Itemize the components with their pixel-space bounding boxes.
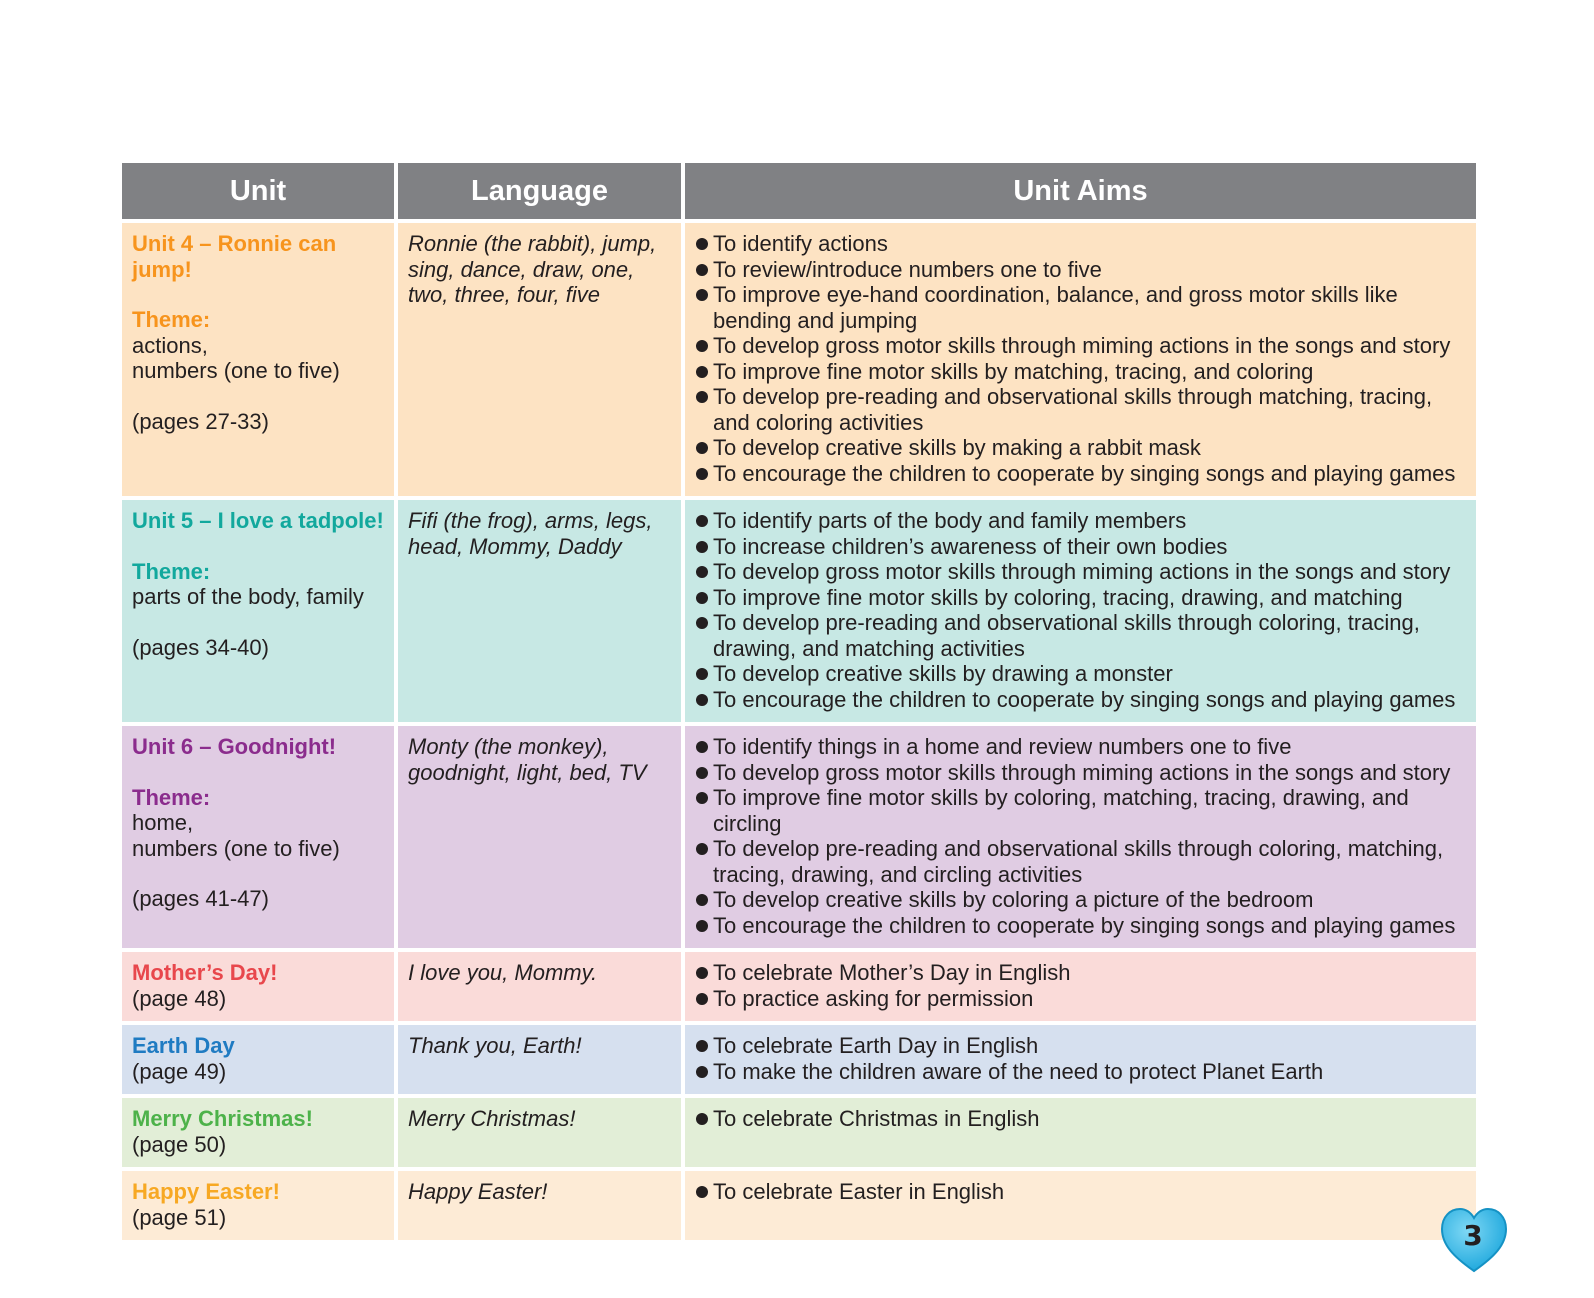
aim-text: To identify actions (713, 231, 888, 256)
aims-cell (685, 1025, 1476, 1094)
aim-text: To develop gross motor skills through miming actions in the songs and story (713, 759, 1451, 785)
aim-item (695, 1059, 1466, 1085)
aim-text: To develop creative skills by coloring a picture of the bedroom (713, 887, 1314, 912)
table-header-row (122, 163, 1476, 219)
bullet-icon (696, 792, 708, 804)
bullet-icon (696, 668, 708, 680)
aim-item (695, 760, 1466, 786)
unit-title: Unit 6 – Goodnight! (132, 734, 337, 759)
aim-item (695, 384, 1466, 435)
bullet-icon (696, 1186, 708, 1198)
aims-list (695, 734, 1466, 938)
bullet-icon (696, 843, 708, 855)
aims-cell (685, 952, 1476, 1021)
unit-cell (122, 223, 394, 496)
aim-text: To encourage the children to cooperate by singing songs and playing games (713, 912, 1456, 938)
aim-item (695, 960, 1466, 986)
aim-text: To develop pre-reading and observational skills through matching, tracing, and coloring activities (713, 384, 1433, 435)
unit-title: Earth Day (132, 1033, 235, 1058)
aim-text: To encourage the children to cooperate by singing songs and playing games (713, 686, 1456, 712)
aim-item (695, 435, 1466, 461)
bullet-icon (696, 238, 708, 250)
aim-text: To develop pre-reading and observational skills through coloring, tracing, drawing, and matching activities (713, 610, 1420, 661)
page-range: (pages 27-33) (132, 408, 269, 434)
aim-item (695, 585, 1466, 611)
unit-cell (122, 500, 394, 722)
aim-text: To increase children’s awareness of their own bodies (713, 533, 1228, 559)
aims-cell (685, 500, 1476, 722)
aim-item (695, 734, 1466, 760)
aims-list (695, 508, 1466, 712)
language-cell: Ronnie (the rabbit), jump, sing, dance, draw, one, two, three, four, five (398, 223, 681, 496)
aims-cell (685, 223, 1476, 496)
aims-list (695, 1106, 1466, 1132)
bullet-icon (696, 741, 708, 753)
aim-item (695, 1179, 1466, 1205)
bullet-icon (696, 1066, 708, 1078)
theme-text: parts of the body, family (132, 584, 364, 609)
unit-title: Unit 5 – I love a tadpole! (132, 508, 384, 533)
page-range: (pages 41-47) (132, 886, 269, 911)
language-cell: Merry Christmas! (398, 1098, 681, 1167)
page-range: (page 50) (132, 1131, 227, 1157)
bullet-icon (696, 1040, 708, 1052)
aim-item (695, 661, 1466, 687)
unit-cell (122, 1171, 394, 1240)
aim-item (695, 359, 1466, 385)
table-row (122, 1171, 1476, 1240)
page-range: (page 49) (132, 1058, 227, 1084)
bullet-icon (696, 442, 708, 454)
language-cell: Monty (the monkey), goodnight, light, bed, TV (398, 726, 681, 948)
table-row (122, 500, 1476, 722)
aim-item (695, 559, 1466, 585)
aim-text: To develop creative skills by drawing a monster (713, 661, 1173, 686)
aims-cell (685, 1171, 1476, 1240)
header-unit-aims: Unit Aims (685, 163, 1476, 219)
bullet-icon (696, 541, 708, 553)
language-cell: I love you, Mommy. (398, 952, 681, 1021)
bullet-icon (696, 592, 708, 604)
aim-text: To improve eye-hand coordination, balance, and gross motor skills like bending and jumping (713, 282, 1398, 333)
language-cell: Happy Easter! (398, 1171, 681, 1240)
aim-item (695, 1033, 1466, 1059)
aim-text: To celebrate Easter in English (713, 1179, 1005, 1204)
aim-item (695, 508, 1466, 534)
header-language: Language (398, 163, 681, 219)
aims-list (695, 1179, 1466, 1205)
unit-title: Happy Easter! (132, 1179, 280, 1204)
bullet-icon (696, 894, 708, 906)
theme-label: Theme: (132, 307, 211, 332)
theme-label: Theme: (132, 558, 211, 584)
aim-text: To celebrate Christmas in English (713, 1106, 1040, 1131)
bullet-icon (696, 340, 708, 352)
bullet-icon (696, 694, 708, 706)
aim-item (695, 687, 1466, 713)
theme-label: Theme: (132, 784, 211, 810)
bullet-icon (696, 468, 708, 480)
aim-text: To practice asking for permission (713, 985, 1034, 1011)
bullet-icon (696, 264, 708, 276)
aim-text: To improve fine motor skills by coloring, tracing, drawing, and matching (713, 584, 1403, 610)
bullet-icon (696, 391, 708, 403)
unit-title: Merry Christmas! (132, 1106, 313, 1131)
bullet-icon (696, 566, 708, 578)
syllabus-table (118, 159, 1480, 1244)
aims-list (695, 960, 1466, 1011)
page-range: (page 48) (132, 985, 227, 1011)
aim-text: To review/introduce numbers one to five (713, 256, 1102, 282)
aim-item (695, 913, 1466, 939)
aim-item (695, 257, 1466, 283)
bullet-icon (696, 767, 708, 779)
header-unit: Unit (122, 163, 394, 219)
aim-text: To develop gross motor skills through miming actions in the songs and story (713, 559, 1451, 584)
bullet-icon (696, 920, 708, 932)
aim-item (695, 534, 1466, 560)
table-row (122, 223, 1476, 496)
bullet-icon (696, 993, 708, 1005)
aim-item (695, 461, 1466, 487)
aim-text: To make the children aware of the need to protect Planet Earth (713, 1058, 1324, 1084)
aim-text: To encourage the children to cooperate by singing songs and playing games (713, 460, 1456, 486)
page-number: 3 (1463, 1219, 1483, 1252)
aim-text: To improve fine motor skills by coloring, matching, tracing, drawing, and circling (713, 785, 1409, 836)
aims-list (695, 1033, 1466, 1084)
table-row (122, 726, 1476, 948)
aim-item (695, 986, 1466, 1012)
aim-text: To improve fine motor skills by matching, tracing, and coloring (713, 358, 1314, 384)
unit-cell (122, 1098, 394, 1167)
aim-text: To identify things in a home and review numbers one to five (713, 734, 1292, 759)
bullet-icon (696, 617, 708, 629)
aims-list (695, 231, 1466, 486)
aim-item (695, 887, 1466, 913)
unit-title: Unit 4 – Ronnie can jump! (132, 231, 337, 282)
table-row (122, 1025, 1476, 1094)
aim-text: To develop pre-reading and observational skills through coloring, matching, tracing, drawing, and circling activities (713, 836, 1444, 887)
theme-text: actions, numbers (one to five) (132, 332, 340, 383)
language-cell: Thank you, Earth! (398, 1025, 681, 1094)
bullet-icon (696, 366, 708, 378)
unit-cell (122, 726, 394, 948)
unit-title: Mother’s Day! (132, 960, 278, 985)
aim-item (695, 785, 1466, 836)
aim-text: To celebrate Earth Day in English (713, 1033, 1039, 1058)
aim-text: To identify parts of the body and family members (713, 508, 1187, 533)
aim-item (695, 610, 1466, 661)
aim-item (695, 1106, 1466, 1132)
page-range: (page 51) (132, 1204, 227, 1230)
aims-cell (685, 726, 1476, 948)
aims-cell (685, 1098, 1476, 1167)
aim-item (695, 836, 1466, 887)
aim-text: To develop creative skills by making a rabbit mask (713, 435, 1201, 460)
aim-item (695, 333, 1466, 359)
theme-text: home, numbers (one to five) (132, 810, 340, 861)
bullet-icon (696, 289, 708, 301)
bullet-icon (696, 515, 708, 527)
aim-text: To develop gross motor skills through miming actions in the songs and story (713, 333, 1451, 358)
table-row (122, 1098, 1476, 1167)
bullet-icon (696, 1113, 708, 1125)
unit-cell (122, 952, 394, 1021)
language-cell: Fifi (the frog), arms, legs, head, Mommy, Daddy (398, 500, 681, 722)
aim-item (695, 282, 1466, 333)
bullet-icon (696, 967, 708, 979)
aim-text: To celebrate Mother’s Day in English (713, 960, 1071, 985)
page-range: (pages 34-40) (132, 634, 269, 660)
aim-item (695, 231, 1466, 257)
table-row (122, 952, 1476, 1021)
unit-cell (122, 1025, 394, 1094)
